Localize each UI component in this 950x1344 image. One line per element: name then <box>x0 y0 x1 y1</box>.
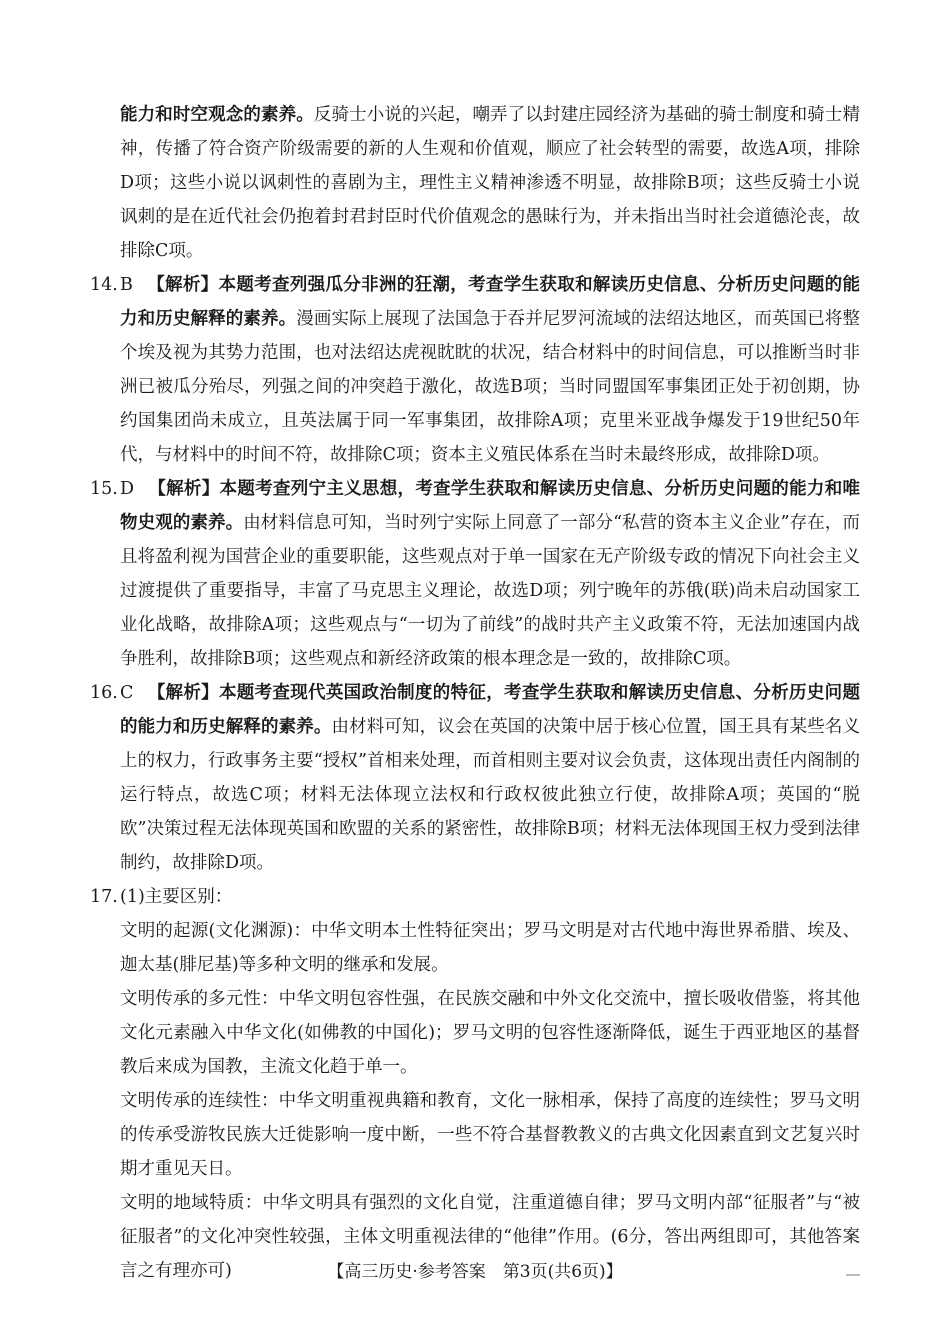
answer-choice: B <box>120 275 133 295</box>
answer-body <box>120 676 860 880</box>
question-number: 15. <box>90 479 118 499</box>
sub-question-heading: (1)主要区别： <box>120 887 233 907</box>
answer-choice: D <box>120 479 135 499</box>
question-number: 16. <box>90 683 118 703</box>
q17-paragraph-diversity: 文明传承的多元性：中华文明包容性强，在民族交融和中外文化交流中，擅长吸收借鉴，将其他文化元素融入中华文化(如佛教的中国化)；罗马文明的包容性逐渐降低，诞生于西亚地区的基督教后来成为国教，主流文化趋于单一。 <box>120 989 860 1077</box>
analysis-text: 漫画实际上展现了法国急于吞并尼罗河流域的法绍达地区，而英国已将整个埃及视为其势力范围，也对法绍达虎视眈眈的状况，结合材料中的时间信息，可以推断当时非洲已被瓜分殆尽，列强之间的冲突趋于激化，故选B项；当时同盟国军事集团正处于初创期，协约国集团尚未成立，且英法属于同一军事集团，故排除A项；克里米亚战争爆发于19世纪50年代，与材料中的时间不符，故排除C项；资本主义殖民体系在当时未最终形成，故排除D项。 <box>120 309 860 465</box>
answer-item-16 <box>90 676 860 880</box>
q13-continuation <box>90 98 860 268</box>
question-number: 14. <box>90 275 118 295</box>
q17-paragraph-regional: 文明的地域特质：中华文明具有强烈的文化自觉，注重道德自律；罗马文明内部“征服者”与“被征服者”的文化冲突性较强，主体文明重视法律的“他律”作用。(6分，答出两组即可，其他答案言之有理亦可) <box>120 1193 860 1281</box>
analysis-heading: 【解析】本题考查列强瓜分非洲的狂潮，考查学生获取和解读历史信息、分析历史问题的能力和历史解释的素养。 <box>120 275 860 329</box>
q17-paragraph-origin: 文明的起源(文化渊源)：中华文明本土性特征突出；罗马文明是对古代地中海世界希腊、埃及、迦太基(腓尼基)等多种文明的继承和发展。 <box>120 921 860 975</box>
answer-body <box>120 472 860 676</box>
answer-item-15 <box>90 472 860 676</box>
q13-continuation-text: 反骑士小说的兴起，嘲弄了以封建庄园经济为基础的骑士制度和骑士精神，传播了符合资产阶级需要的新的人生观和价值观，顺应了社会转型的需要，故选A项，排除D项；这些小说以讽刺性的喜剧为主，理性主义精神渗透不明显，故排除B项；这些反骑士小说讽刺的是在近代社会仍抱着封君封臣时代价值观念的愚昧行为，并未指出当时社会道德沦丧，故排除C项。 <box>120 105 860 261</box>
analysis-heading: 【解析】本题考查列宁主义思想，考查学生获取和解读历史信息、分析历史问题的能力和唯物史观的素养。 <box>120 479 860 533</box>
question-number: 17. <box>90 887 118 907</box>
page-content <box>90 98 860 1288</box>
analysis-text: 由材料信息可知，当时列宁实际上同意了一部分“私营的资本主义企业”存在，而且将盈利视为国营企业的重要职能，这些观点对于单一国家在无产阶级专政的情况下向社会主义过渡提供了重要指导，丰富了马克思主义理论，故选D项；列宁晚年的苏俄(联)尚未启动国家工业化战略，故排除A项；这些观点与“一切为了前线”的战时共产主义政策不符，无法加速国内战争胜利，故排除B项；这些观点和新经济政策的根本理念是一致的，故排除C项。 <box>120 513 861 669</box>
analysis-text: 由材料可知，议会在英国的决策中居于核心位置，国王具有某些名义上的权力，行政事务主要“授权”首相来处理，而首相则主要对议会负责，这体现出责任内阁制的运行特点，故选C项；材料无法体现立法权和行政权彼此独立行使，故排除A项；英国的“脱欧”决策过程无法体现英国和欧盟的关系的紧密性，故排除B项；材料无法体现国王权力受到法律制约，故排除D项。 <box>120 717 861 873</box>
answer-body <box>120 880 860 914</box>
footer-mark <box>846 1274 860 1276</box>
answer-item-14 <box>90 268 860 472</box>
answer-body <box>120 268 860 472</box>
answer-choice: C <box>120 683 134 703</box>
analysis-heading: 【解析】本题考查现代英国政治制度的特征，考查学生获取和解读历史信息、分析历史问题的能力和历史解释的素养。 <box>120 683 860 737</box>
page-footer: 【高三历史·参考答案 第3页(共6页)】 <box>327 1262 623 1282</box>
q17-paragraph-continuity: 文明传承的连续性：中华文明重视典籍和教育，文化一脉相承，保持了高度的连续性；罗马文明的传承受游牧民族大迁徙影响一度中断，一些不符合基督教教义的古典文化因素直到文艺复兴时期才重见天日。 <box>120 1091 860 1179</box>
q13-continuation-bold: 能力和时空观念的素养。 <box>120 105 314 125</box>
answer-item-17 <box>90 880 860 914</box>
